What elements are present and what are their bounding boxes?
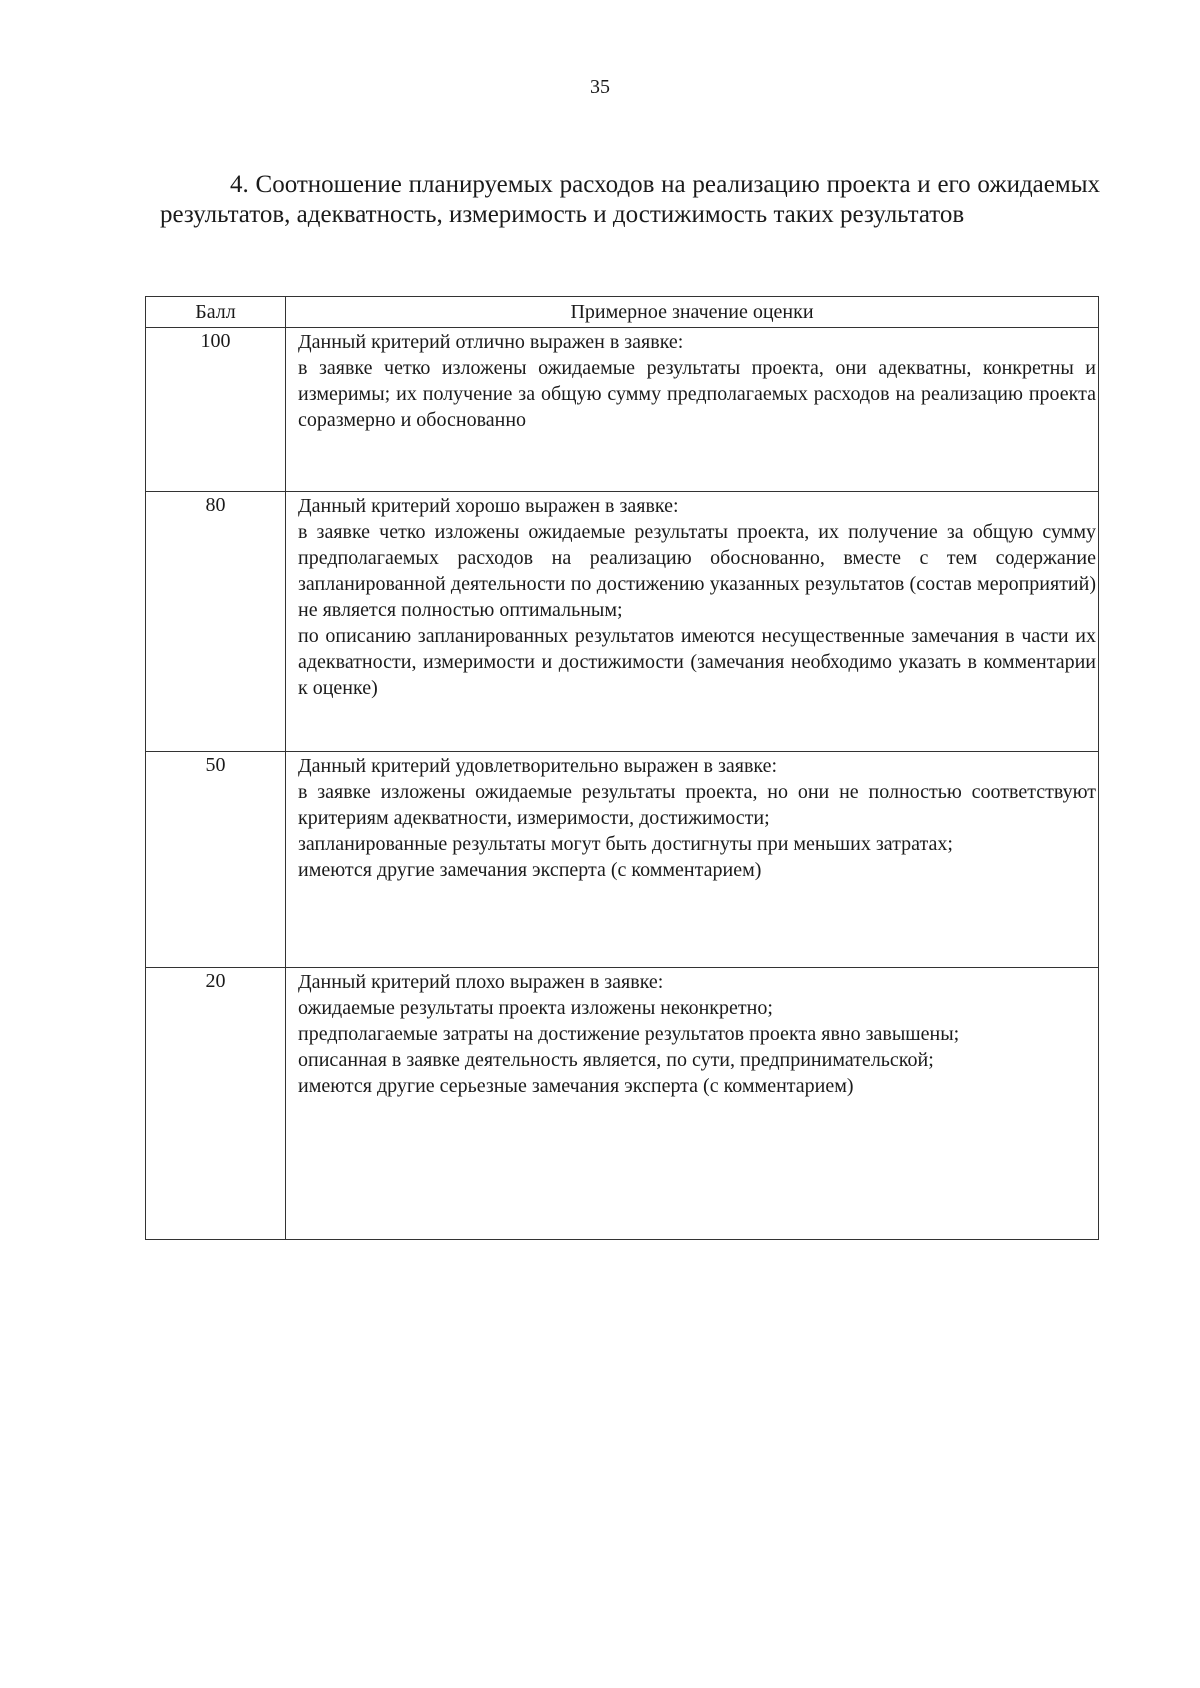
description-line: в заявке четко изложены ожидаемые результаты проекта, их получение за общую сумму предполагаемых расходов на реализацию обоснованно, вместе с тем содержание запланированной деятельности по достижению указанных результатов (состав мероприятий) не является полностью оптимальным; xyxy=(298,521,1096,621)
description-line: запланированные результаты могут быть достигнуты при меньших затратах; xyxy=(298,833,953,855)
table-header-row xyxy=(146,297,1099,328)
table-row xyxy=(146,492,1099,752)
description-line: Данный критерий отлично выражен в заявке: xyxy=(298,331,684,353)
description-line: Данный критерий удовлетворительно выражен в заявке: xyxy=(298,755,778,777)
description-cell xyxy=(286,968,1099,1240)
description-line: в заявке изложены ожидаемые результаты проекта, но они не полностью соответствуют критериям адекватности, измеримости, достижимости; xyxy=(298,781,1096,829)
description-line: предполагаемые затраты на достижение результатов проекта явно завышены; xyxy=(298,1023,960,1045)
description-line: по описанию запланированных результатов имеются несущественные замечания в части их адекватности, измеримости и достижимости (замечания необходимо указать в комментарии к оценке) xyxy=(298,625,1096,699)
description-cell xyxy=(286,752,1099,968)
page-number: 35 xyxy=(590,76,610,98)
description-line: в заявке четко изложены ожидаемые результаты проекта, они адекватны, конкретны и измеримы; их получение за общую сумму предполагаемых расходов на реализацию проекта соразмерно и обоснованно xyxy=(298,357,1096,431)
table-row xyxy=(146,752,1099,968)
description-line: имеются другие серьезные замечания эксперта (с комментарием) xyxy=(298,1075,854,1097)
table-row xyxy=(146,328,1099,492)
description-line: Данный критерий плохо выражен в заявке: xyxy=(298,971,664,993)
score-cell: 20 xyxy=(146,968,286,1240)
description-line: Данный критерий хорошо выражен в заявке: xyxy=(298,495,679,517)
score-cell: 100 xyxy=(146,328,286,492)
score-cell: 50 xyxy=(146,752,286,968)
header-score: Балл xyxy=(146,297,286,328)
score-cell: 80 xyxy=(146,492,286,752)
criteria-table xyxy=(145,296,1099,1240)
description-line: описанная в заявке деятельность является, по сути, предпринимательской; xyxy=(298,1049,934,1071)
header-description: Примерное значение оценки xyxy=(286,297,1099,328)
table-row xyxy=(146,968,1099,1240)
description-line: имеются другие замечания эксперта (с комментарием) xyxy=(298,859,762,881)
description-line: ожидаемые результаты проекта изложены неконкретно; xyxy=(298,997,773,1019)
section-heading: 4. Соотношение планируемых расходов на реализацию проекта и его ожидаемых результатов, адекватность, измеримость и достижимость таких результатов xyxy=(160,171,1100,228)
description-cell xyxy=(286,328,1099,492)
description-cell xyxy=(286,492,1099,752)
